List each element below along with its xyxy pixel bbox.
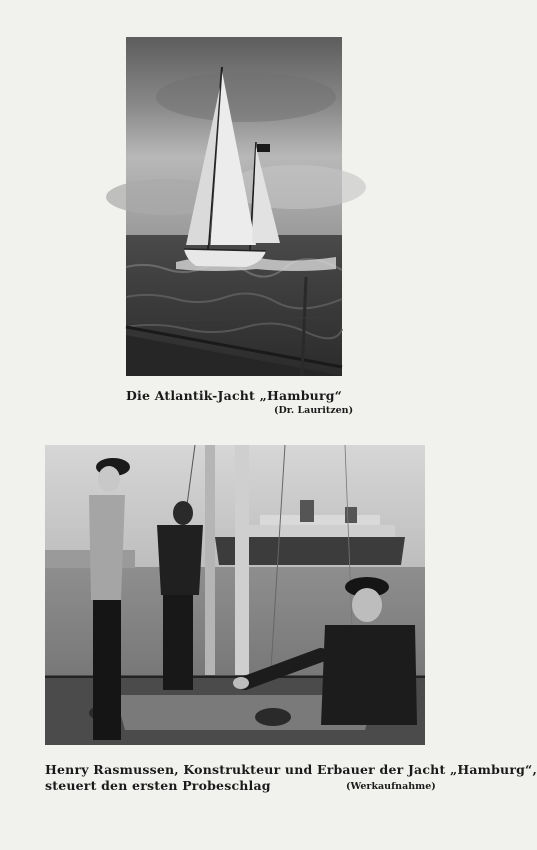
deck-photo <box>45 445 425 745</box>
yacht-photo-image <box>126 37 342 376</box>
yacht-photo-credit: (Dr. Lauritzen) <box>274 405 354 416</box>
deck-photo-image <box>45 445 425 745</box>
yacht-photo <box>126 37 342 376</box>
deck-photo-caption-line1: Henry Rasmussen, Konstrukteur und Erbauer der Jacht „Hamburg“, <box>45 762 537 777</box>
yacht-photo-caption: Die Atlantik-Jacht „Hamburg“ <box>126 388 343 403</box>
deck-photo-credit: (Werkaufnahme) <box>346 781 436 792</box>
deck-photo-caption-line2: steuert den ersten Probeschlag <box>45 778 271 793</box>
